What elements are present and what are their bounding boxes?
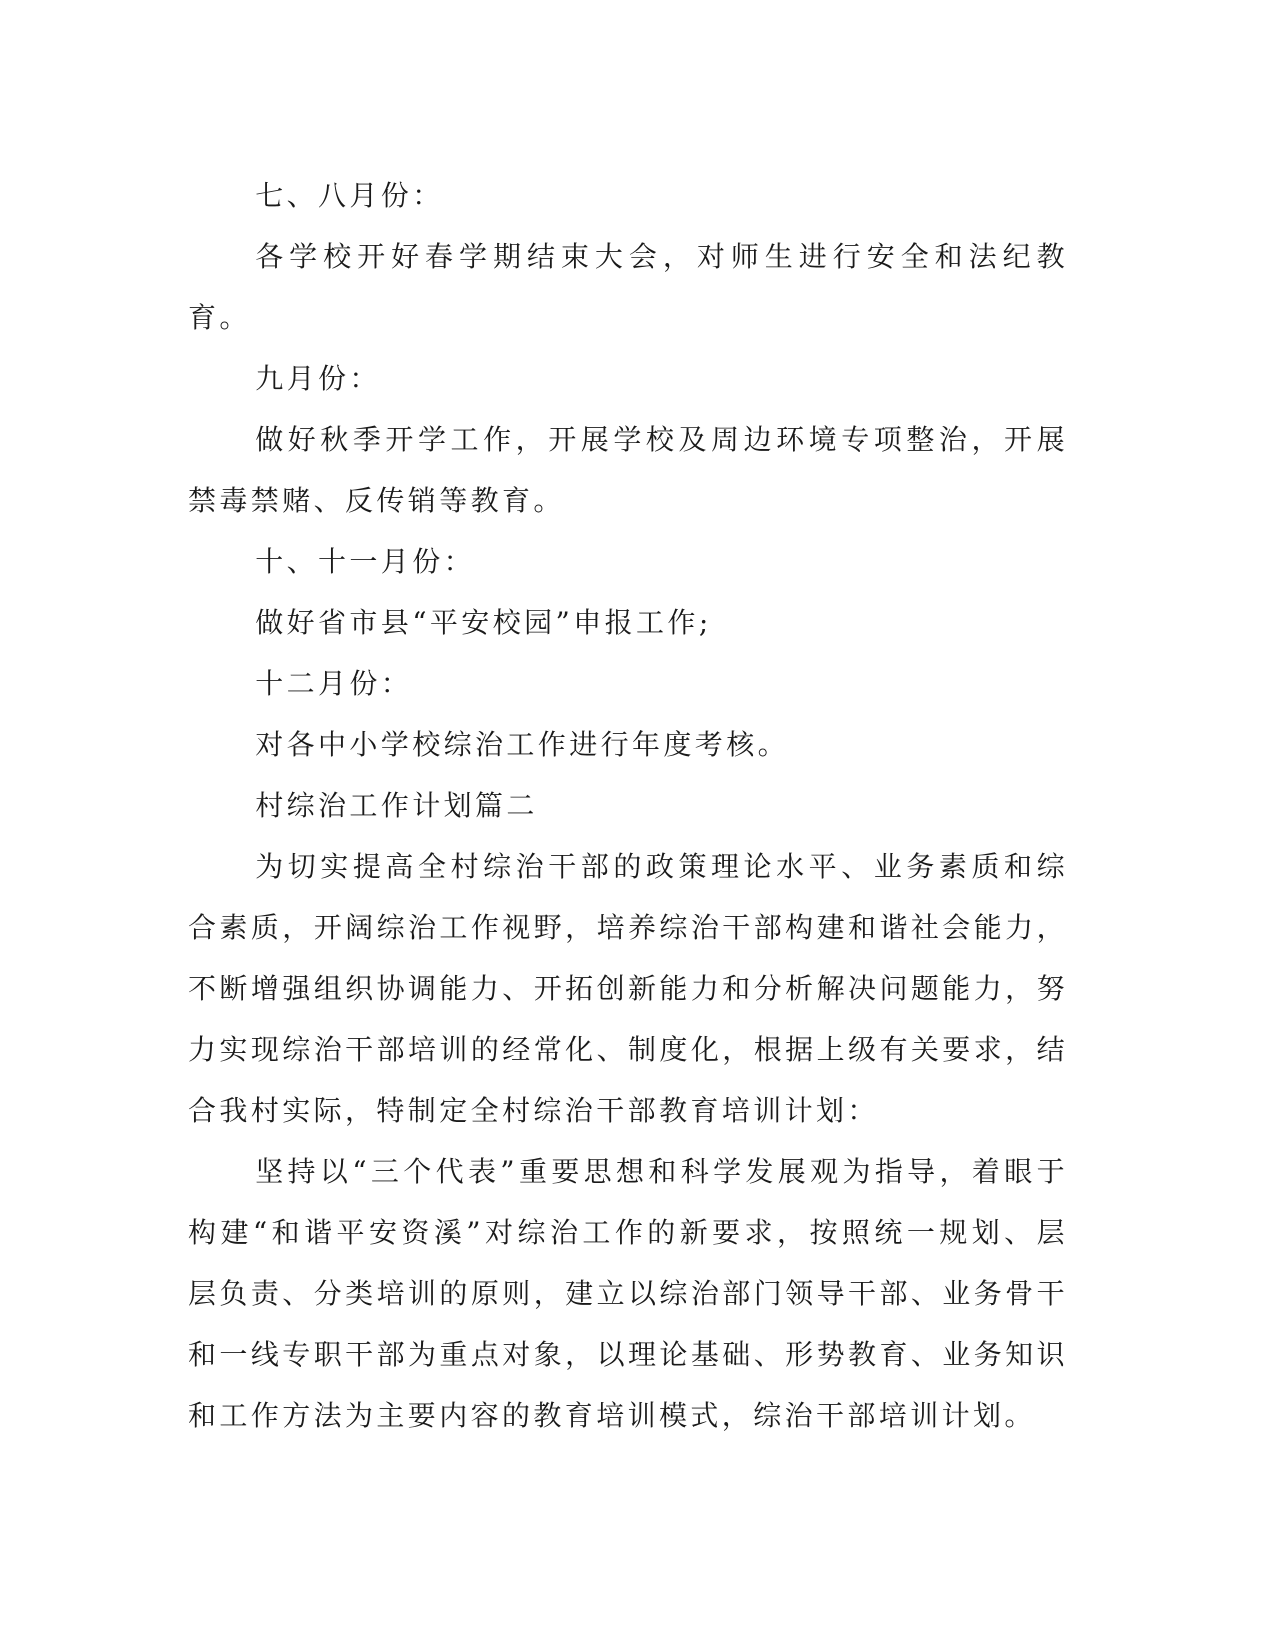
paragraph-autumn-semester: 做好秋季开学工作，开展学校及周边环境专项整治，开展禁毒禁赌、反传销等教育。 — [188, 423, 1068, 517]
paragraph-training-purpose: 为切实提高全村综治干部的政策理论水平、业务素质和综合素质，开阔综治工作视野，培养综治干部构建和谐社会能力，不断增强组织协调能力、开拓创新能力和分析解决问题能力，努力实现综治干部培训的经常化、制度化，根据上级有关要求，结合我村实际，特制定全村综治干部教育培训计划： — [188, 850, 1068, 1127]
paragraph-month-7-8: 七、八月份： — [255, 179, 444, 212]
paragraph-spring-semester: 各学校开好春学期结束大会，对师生进行安全和法纪教育。 — [188, 240, 1068, 334]
paragraph-month-12: 十二月份： — [255, 667, 413, 700]
document-body — [188, 165, 1068, 1446]
paragraph-training-guideline: 坚持以“三个代表”重要思想和科学发展观为指导，着眼于构建“和谐平安资溪”对综治工作的新要求，按照统一规划、层层负责、分类培训的原则，建立以综治部门领导干部、业务骨干和一线专职干部为重点对象，以理论基础、形势教育、业务知识和工作方法为主要内容的教育培训模式，综治干部培训计划。 — [188, 1155, 1068, 1432]
paragraph-month-10-11: 十、十一月份： — [255, 545, 475, 578]
section-heading: 村综治工作计划篇二 — [255, 789, 538, 822]
paragraph-month-9: 九月份： — [255, 362, 381, 395]
paragraph-safe-campus: 做好省市县“平安校园”申报工作; — [255, 606, 712, 639]
paragraph-annual-review: 对各中小学校综治工作进行年度考核。 — [255, 728, 789, 761]
